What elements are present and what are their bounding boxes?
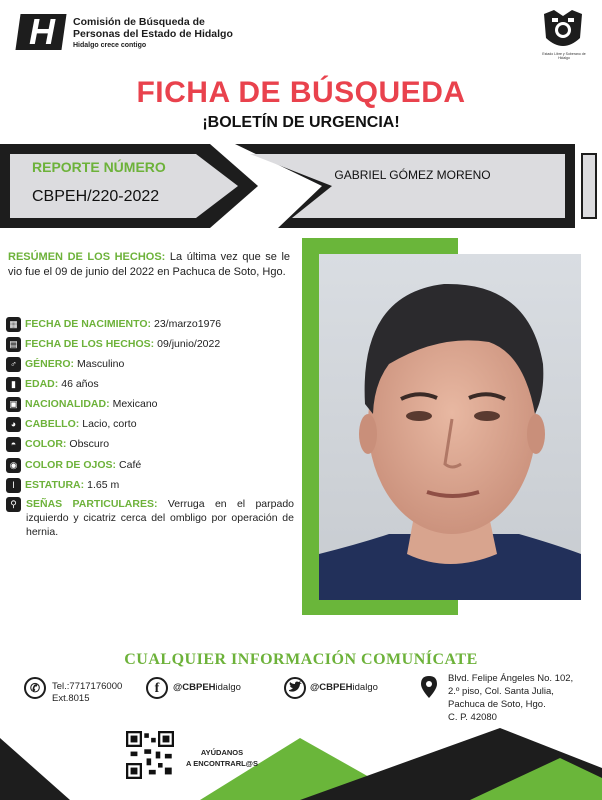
org-slogan: Hidalgo crece contigo: [73, 42, 147, 49]
summary: [8, 250, 290, 280]
eye-icon: ◉: [6, 458, 21, 473]
report-banner: [0, 144, 602, 228]
twitter-handle[interactable]: @CBPEHidalgo: [310, 682, 378, 693]
org-name-line1: Comisión de Búsqueda de: [73, 16, 205, 28]
color-icon: ◓: [6, 437, 21, 452]
detail-row-height: Ι ESTATURA: 1.65 m: [6, 476, 296, 494]
search-icon: ⚲: [6, 497, 21, 512]
detail-row-event-date: ▤ FECHA DE LOS HECHOS: 09/junio/2022: [6, 335, 296, 353]
person-photo: [319, 254, 581, 600]
page-title: FICHA DE BÚSQUEDA: [136, 76, 466, 109]
facebook-handle[interactable]: @CBPEHidalgo: [173, 682, 241, 693]
org-name-line2: Personas del Estado de Hidalgo: [73, 28, 233, 40]
phone-extension: Ext.8015: [52, 693, 90, 704]
report-label: REPORTE NÚMERO: [32, 159, 166, 175]
marks-label: SEÑAS PARTICULARES:: [26, 498, 158, 510]
bottom-decoration: [0, 708, 602, 800]
facebook-icon[interactable]: f: [146, 677, 168, 699]
gender-icon: ♂: [6, 357, 21, 372]
detail-row-birthdate: ▦ FECHA DE NACIMIENTO: 23/marzo1976: [6, 315, 296, 333]
detail-row-age: ▮ EDAD: 46 años: [6, 375, 296, 393]
location-pin-icon: [421, 676, 437, 698]
summary-label: RESÚMEN DE LOS HECHOS:: [8, 251, 166, 263]
contact-title: CUALQUIER INFORMACIÓN COMUNÍCATE: [124, 651, 478, 668]
summary-text: La última vez que se le vio fue el 09 de junio del 2022 en Pachuca de Soto, Hgo.: [8, 251, 290, 278]
calendar-event-icon: ▤: [6, 337, 21, 352]
qr-code[interactable]: [126, 731, 174, 779]
report-number: CBPEH/220-2022: [32, 188, 160, 205]
phone-icon: ✆: [24, 677, 46, 699]
hair-icon: ◕: [6, 417, 21, 432]
detail-row-color: ◓ COLOR: Obscuro: [6, 435, 296, 453]
detail-row-gender: ♂ GÉNERO: Masculino: [6, 355, 296, 373]
calendar-icon: ▦: [6, 317, 21, 332]
height-icon: Ι: [6, 478, 21, 493]
twitter-icon[interactable]: [284, 677, 306, 699]
address: Blvd. Felipe Ángeles No. 102, 2.º piso, Col. Santa Julia, Pachuca de Soto, Hgo. C. P. 42080: [448, 673, 574, 723]
phone-number[interactable]: Tel.:7717176000: [52, 681, 123, 692]
phone-info[interactable]: [52, 681, 122, 705]
state-shield-icon: [540, 8, 586, 54]
distinguishing-marks: [6, 497, 294, 539]
detail-row-hair: ◕ CABELLO: Lacio, corto: [6, 415, 296, 433]
id-card-icon: ▣: [6, 397, 21, 412]
detail-row-eye-color: ◉ COLOR DE OJOS: Café: [6, 456, 296, 474]
help-message: AYÚDANOS A ENCONTRARL@S: [185, 748, 259, 768]
shield-caption: Estado Libre y Soberano de Hidalgo: [542, 52, 586, 60]
logo-letter: H: [29, 11, 55, 52]
marks-text: Verruga en el parpado izquierdo y cicatriz cerca del ombligo por operación de hernia.: [26, 498, 294, 538]
detail-row-nationality: ▣ NACIONALIDAD: Mexicano: [6, 395, 296, 413]
person-name: GABRIEL GÓMEZ MORENO: [334, 168, 491, 182]
age-icon: ▮: [6, 377, 21, 392]
page-subtitle: ¡BOLETÍN DE URGENCIA!: [202, 114, 400, 131]
